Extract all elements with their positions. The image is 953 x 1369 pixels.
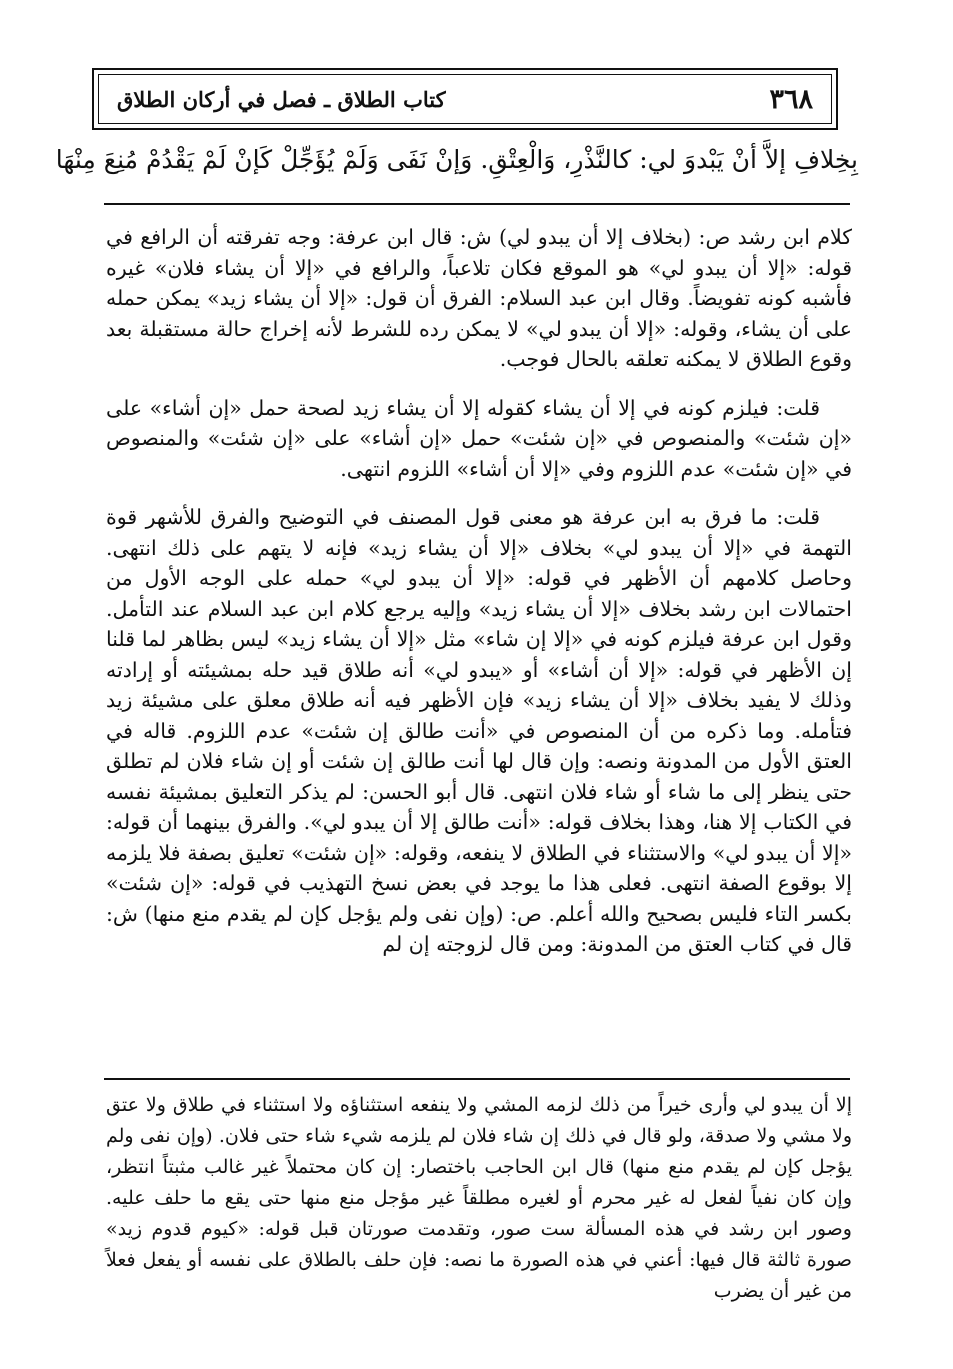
page-header-inner [98, 74, 832, 124]
commentary-paragraph-1: كلام ابن رشد ص: (بخلاف إلا أن يبدو لي) ش: قال ابن عرفة: وجه تفرقته أن الرافع في قوله: «إلا أن يبدو لي» هو الموقع فكان تلاعباً، والرافع في «إلا أن يشاء فلان» غيره فأشبه كونه تفويضاً. وقال ابن عبد السلام: الفرق أن قول: «إلا أن يشاء زيد» يمكن حمله على أن يشاء، وقوله: «إلا أن يبدو لي» لا يمكن رده للشرط لأنه إخراج حالة مستقبلة بعد وقوع الطلاق لا يمكنه تعلقه بالحال فوجب. [106, 225, 852, 371]
matn-divider [104, 203, 850, 205]
footnote-divider [104, 1078, 850, 1080]
matn-text: بِخِلافِ إلاَّ أنْ يَبْدوَ لي: كالنَّذْرِ، وَالْعِتْقِ. وَإنْ نَفَى وَلَمْ يُؤَجِّلْ كَإنْ لَمْ يَقْدُمْ مُنِعَ مِنْهَا [55, 145, 858, 174]
footnote-paragraph: إلا أن يبدو لي وأرى خيراً من ذلك لزمه المشي ولا ينفعه استثناؤه ولا استثناء في طلاق ولا عتق ولا مشي ولا صدقة، ولو قال في ذلك إن شاء فلان لم يلزمه شيء شاء حتى فلان. (وإن نفى ولم يؤجل كإن لم يقدم منع منها) قال ابن الحاجب باختصار: إن كان محتملاً غير غالب مثبتاً انتظر، وإن كان نفياً لفعل له غير محرم أو لغيره مطلقاً غير مؤجل منع منها حتى يقع ما حلف عليه. وصور ابن رشد في هذه المسألة ست صور، وتقدمت صورتان قبل قوله: «كيوم قدوم زيد» صورة ثالثة قال فيها: أعني في هذه الصورة ما نصه: فإن حلف بالطلاق على نفسه أو يفعل فعلاً من غير أن يضرب [106, 1094, 852, 1302]
commentary-body [106, 222, 852, 978]
commentary-paragraph-3: قلت: ما فرق به ابن عرفة هو معنى قول المصنف في التوضيح والفرق للأشهر قوة التهمة في «إلا أن يبدو لي» بخلاف «إلا أن يشاء زيد» فإنه لا يتهم على ذلك انتهى. وحاصل كلامهم أن الأظهر في قوله: «إلا أن يبدو لي» حمله على الوجه الأول من احتمالات ابن رشد بخلاف «إلا أن يشاء زيد» وإليه يرجع كلام ابن عبد السلام عند التأمل. وقول ابن عرفة فيلزم كونه في «إلا إن شاء» مثل «إلا أن يشاء زيد» ليس بظاهر لما قلنا إن الأظهر في قوله: «إلا أن أشاء» أو «يبدو لي» أنه طلاق قيد حله بمشيئته أو إرادته وذلك لا يفيد بخلاف «إلا أن يشاء زيد» فإن الأظهر فيه أنه طلاق معلق على مشيئة زيد فتأمله. وما ذكره من أن المنصوص في «أنت طالق إن شئت» عدم اللزوم. قاله في العتق الأول من المدونة ونصه: وإن قال لها أنت طالق إن شئت أو إن شاء فلان لم تطلق حتى ينظر إلى ما شاء أو شاء فلان انتهى. قال أبو الحسن: لم يذكر التعليق بمشيئة نفسه في الكتاب إلا هنا، وهذا بخلاف قوله: «أنت طالق إلا أن يبدو لي». والفرق بينهما أن قوله: «إلا أن يبدو لي» والاستثناء في الطلاق لا ينفعه، وقوله: «إن شئت» تعليق بصفة فلا يلزمه إلا بوقوع الصفة انتهى. فعلى هذا ما يوجد في بعض نسخ التهذيب في قوله: «إن شئت» بكسر التاء فليس بصحيح والله أعلم. ص: (وإن نفى ولم يؤجل كإن لم يقدم منع منها) ش: قال في كتاب العتق من المدونة: ومن قال لزوجته إن لم [106, 505, 852, 956]
running-title: كتاب الطلاق ـ فصل في أركان الطلاق [117, 86, 446, 112]
footnotes-body [106, 1090, 852, 1307]
commentary-paragraph-2: قلت: فيلزم كونه في إلا أن يشاء كقوله إلا أن يشاء زيد لصحة حمل «إن أشاء» على «إن شئت» والمنصوص في «إن شئت» حمل «إن أشاء» على «إن شئت» والمنصوص في «إن شئت» عدم اللزوم وفي «إلا أن أشاء» اللزوم انتهى. [106, 395, 852, 481]
page-header [92, 68, 838, 130]
page-number: ٣٦٨ [769, 83, 813, 115]
